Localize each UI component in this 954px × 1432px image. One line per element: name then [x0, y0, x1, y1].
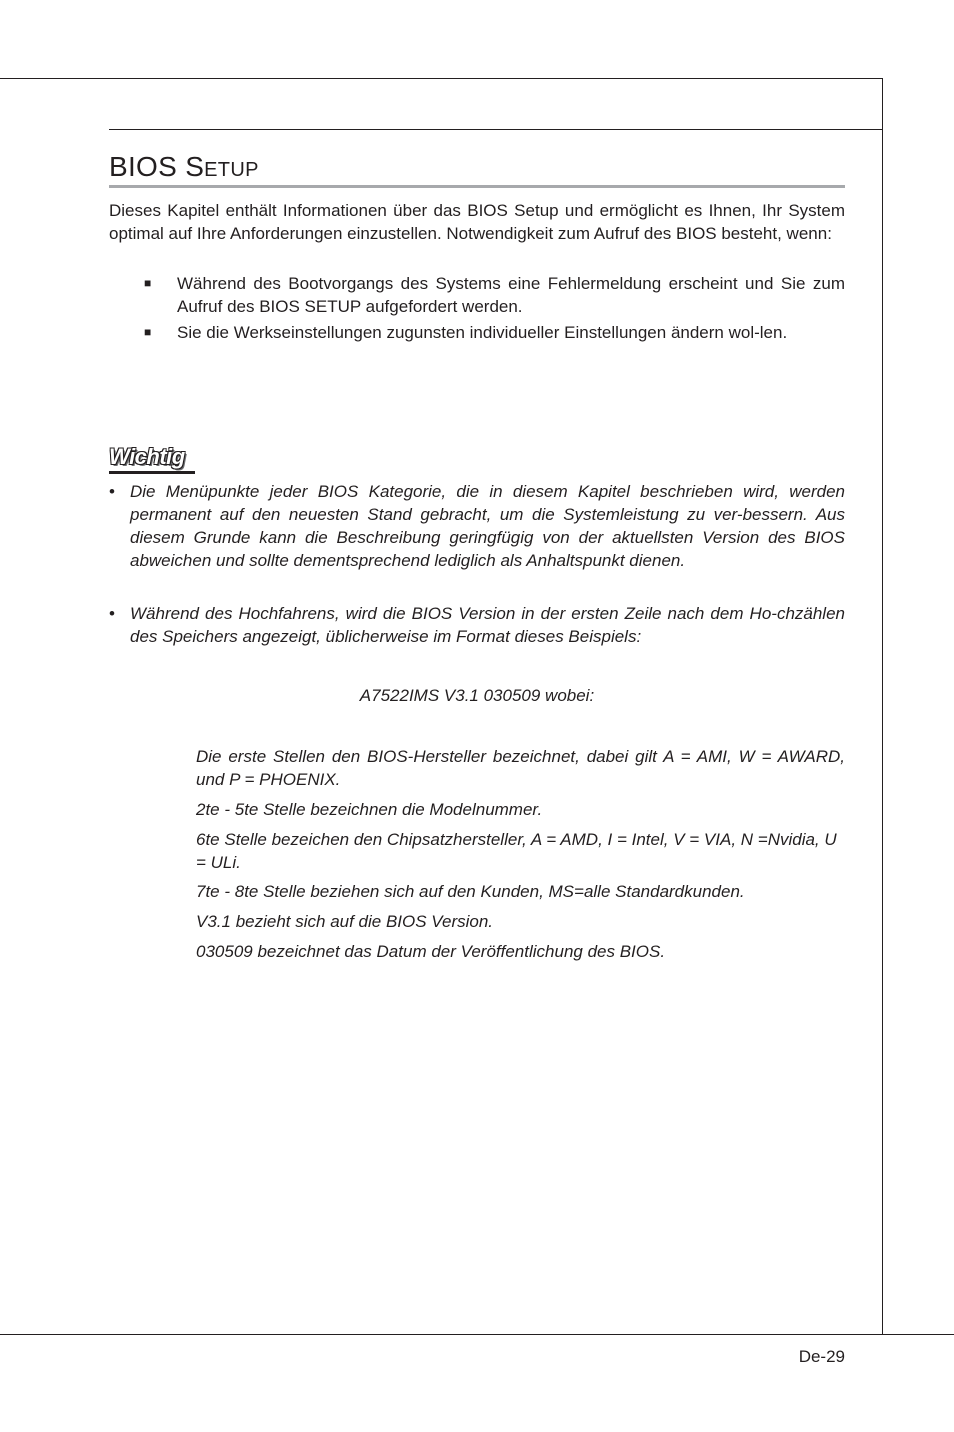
- page-number: De-29: [798, 1347, 845, 1366]
- bottom-border-rule: [0, 1334, 954, 1335]
- detail-item: 030509 bezeichnet das Datum der Veröffentlichung des BIOS.: [196, 942, 666, 961]
- note-item: [109, 480, 845, 572]
- detail-item: 6te Stelle bezeichen den Chipsatzhersteller, A = AMD, I = Intel, V = VIA, N =Nvidia, U = ULi.: [196, 830, 837, 872]
- detail-item: 2te - 5te Stelle bezeichnen die Modelnummer.: [196, 800, 543, 819]
- list-item: [109, 272, 845, 318]
- bios-version-example: A7522IMS V3.1 030509 wobei:: [359, 686, 595, 705]
- list-item: [109, 321, 845, 344]
- note-text: Die Menüpunkte jeder BIOS Kategorie, die in diesem Kapitel beschrieben wird, werden permanent auf den neuesten Stand gebracht, um die Systemleistung zu ver-bessern. Aus diesem Grunde kann die Beschreibung geringfügig von der aktuellsten Version des BIOS abweichen und sollte dementsprechend lediglich als Anhaltspunkt dienen.: [130, 482, 845, 570]
- note-item: [109, 602, 845, 648]
- list-item-text: Sie die Werkseinstellungen zugunsten individueller Einstellungen ändern wol-len.: [177, 323, 788, 342]
- square-bullet-icon: ■: [144, 276, 152, 290]
- right-border-rule: [882, 78, 883, 1335]
- detail-item: Die erste Stellen den BIOS-Hersteller bezeichnet, dabei gilt A = AMI, W = AWARD, und P = PHOENIX.: [196, 747, 845, 789]
- detail-item: 7te - 8te Stelle beziehen sich auf den Kunden, MS=alle Standardkunden.: [196, 882, 745, 901]
- list-item-text: Während des Bootvorgangs des Systems eine Fehlermeldung erscheint und Sie zum Aufruf des BIOS SETUP aufgefordert werden.: [177, 274, 845, 316]
- header-rule: [109, 129, 883, 130]
- square-bullet-icon: ■: [144, 325, 152, 339]
- title-underline: [109, 185, 845, 188]
- important-underline: [109, 471, 195, 474]
- note-text: Während des Hochfahrens, wird die BIOS Version in der ersten Zeile nach dem Ho-chzählen des Speichers angezeigt, üblicherweise im Format dieses Beispiels:: [130, 604, 845, 646]
- dot-bullet-icon: •: [109, 482, 115, 501]
- top-border-rule: [0, 78, 883, 79]
- important-heading: Wichtig: [109, 444, 185, 469]
- intro-paragraph: Dieses Kapitel enthält Informationen über das BIOS Setup und ermöglicht es Ihnen, Ihr System optimal auf Ihre Anforderungen einzustellen. Notwendigkeit zum Aufruf des BIOS besteht, wenn:: [109, 201, 845, 243]
- detail-item: V3.1 bezieht sich auf die BIOS Version.: [196, 912, 494, 931]
- dot-bullet-icon: •: [109, 604, 115, 623]
- section-title: BIOS Setup: [109, 151, 259, 182]
